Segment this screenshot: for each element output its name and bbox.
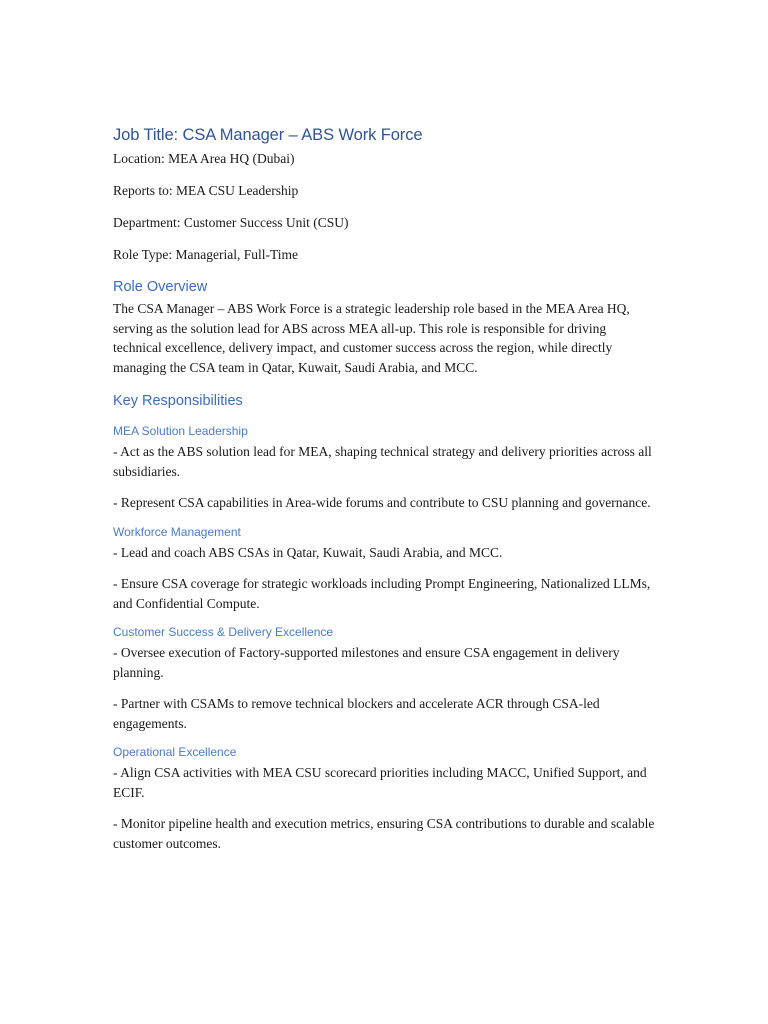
bullet-item: - Act as the ABS solution lead for MEA, shaping technical strategy and delivery priorities across all subsidiaries. <box>113 444 652 479</box>
role-overview-heading: Role Overview <box>113 279 208 295</box>
job-title-heading: Job Title: CSA Manager – ABS Work Force <box>113 126 423 144</box>
section-customer-success-delivery <box>113 624 658 733</box>
section-heading: Customer Success & Delivery Excellence <box>113 625 334 639</box>
document-page <box>113 124 658 864</box>
bullet-item: - Align CSA activities with MEA CSU scorecard priorities including MACC, Unified Support, and ECIF. <box>113 765 647 800</box>
bullet-item: - Lead and coach ABS CSAs in Qatar, Kuwait, Saudi Arabia, and MCC. <box>113 544 503 560</box>
job-meta <box>113 149 658 264</box>
location-line: Location: MEA Area HQ (Dubai) <box>113 151 295 166</box>
bullet-item: - Ensure CSA coverage for strategic workloads including Prompt Engineering, Nationalized LLMs, and Confidential Compute. <box>113 576 651 611</box>
role-overview-text: The CSA Manager – ABS Work Force is a strategic leadership role based in the MEA Area HQ, serving as the solution lead for ABS across MEA all-up. This role is responsible for driving technical excellence, delivery impact, and customer success across the region, while directly managing the CSA team in Qatar, Kuwait, Saudi Arabia, and MCC. <box>113 301 630 375</box>
bullet-item: - Monitor pipeline health and execution metrics, ensuring CSA contributions to durable and scalable customer outcomes. <box>113 816 655 851</box>
bullet-item: - Oversee execution of Factory-supported milestones and ensure CSA engagement in delivery planning. <box>113 645 620 680</box>
section-operational-excellence <box>113 744 658 853</box>
key-responsibilities-heading: Key Responsibilities <box>113 393 243 409</box>
bullet-item: - Represent CSA capabilities in Area-wide forums and contribute to CSU planning and governance. <box>113 495 651 510</box>
section-heading: MEA Solution Leadership <box>113 424 248 438</box>
bullet-item: - Partner with CSAMs to remove technical blockers and accelerate ACR through CSA-led engagements. <box>113 696 600 731</box>
department-line: Department: Customer Success Unit (CSU) <box>113 215 349 230</box>
reports-to-line: Reports to: MEA CSU Leadership <box>113 183 299 198</box>
role-type-line: Role Type: Managerial, Full-Time <box>113 247 299 262</box>
section-mea-solution-leadership <box>113 423 658 513</box>
section-heading: Operational Excellence <box>113 745 237 759</box>
section-workforce-management <box>113 524 658 614</box>
section-heading: Workforce Management <box>113 524 241 539</box>
